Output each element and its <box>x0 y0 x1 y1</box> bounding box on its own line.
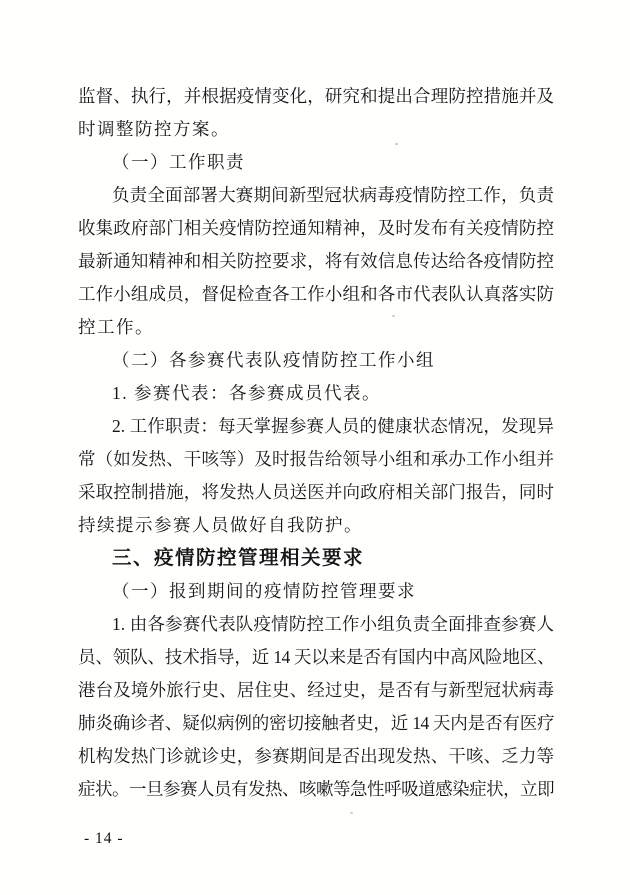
paragraph-line: 采取控制措施，将发热人员送医并向政府相关部门报告，同时 <box>78 482 554 502</box>
paragraph-line: 最新通知精神和相关防控要求，将有效信息传达给各疫情防控 <box>78 251 554 271</box>
list-item-line: 1. 参赛代表：各参赛成员代表。 <box>112 383 381 403</box>
scan-speck <box>350 812 353 814</box>
scan-speck <box>395 143 398 145</box>
subsection-heading: （二）各参赛代表队疫情防控工作小组 <box>112 350 435 370</box>
paragraph-line: 持续提示参赛人员做好自我防护。 <box>78 515 363 535</box>
page-number: - 14 - <box>84 830 124 847</box>
paragraph-line: 收集政府部门相关疫情防控通知精神，及时发布有关疫情防控 <box>78 218 554 238</box>
paragraph-line: 员、领队、技术指导，近 14 天以来是否有国内中高风险地区、 <box>78 647 554 667</box>
section-heading: 三、疫情防控管理相关要求 <box>112 547 365 569</box>
paragraph-line: 控工作。 <box>78 317 154 337</box>
paragraph-line: 机构发热门诊就诊史，参赛期间是否出现发热、干咳、乏力等 <box>78 746 554 766</box>
paragraph-line: 工作小组成员，督促检查各工作小组和各市代表队认真落实防 <box>78 284 554 304</box>
paragraph-line: 症状。一旦参赛人员有发热、咳嗽等急性呼吸道感染症状，立即 <box>78 779 554 799</box>
paragraph-line: 监督、执行，并根据疫情变化，研究和提出合理防控措施并及 <box>78 86 554 106</box>
paragraph-line: 肺炎确诊者、疑似病例的密切接触者史，近 14 天内是否有医疗 <box>78 713 554 733</box>
document-body <box>78 80 554 806</box>
paragraph-line: 负责全面部署大赛期间新型冠状病毒疫情防控工作，负责 <box>112 185 554 205</box>
list-item-line: 2. 工作职责：每天掌握参赛人员的健康状态情况，发现异 <box>112 416 554 436</box>
scan-speck <box>392 315 395 317</box>
paragraph-line: 时调整防控方案。 <box>78 119 230 139</box>
paragraph-line: 港台及境外旅行史、居住史、经过史，是否有与新型冠状病毒 <box>78 680 554 700</box>
subsection-heading: （一）工作职责 <box>112 152 245 172</box>
list-item-line: 1. 由各参赛代表队疫情防控工作小组负责全面排查参赛人 <box>112 614 554 634</box>
subsection-heading: （一）报到期间的疫情防控管理要求 <box>112 581 416 601</box>
paragraph-line: 常（如发热、干咳等）及时报告给领导小组和承办工作小组并 <box>78 449 554 469</box>
